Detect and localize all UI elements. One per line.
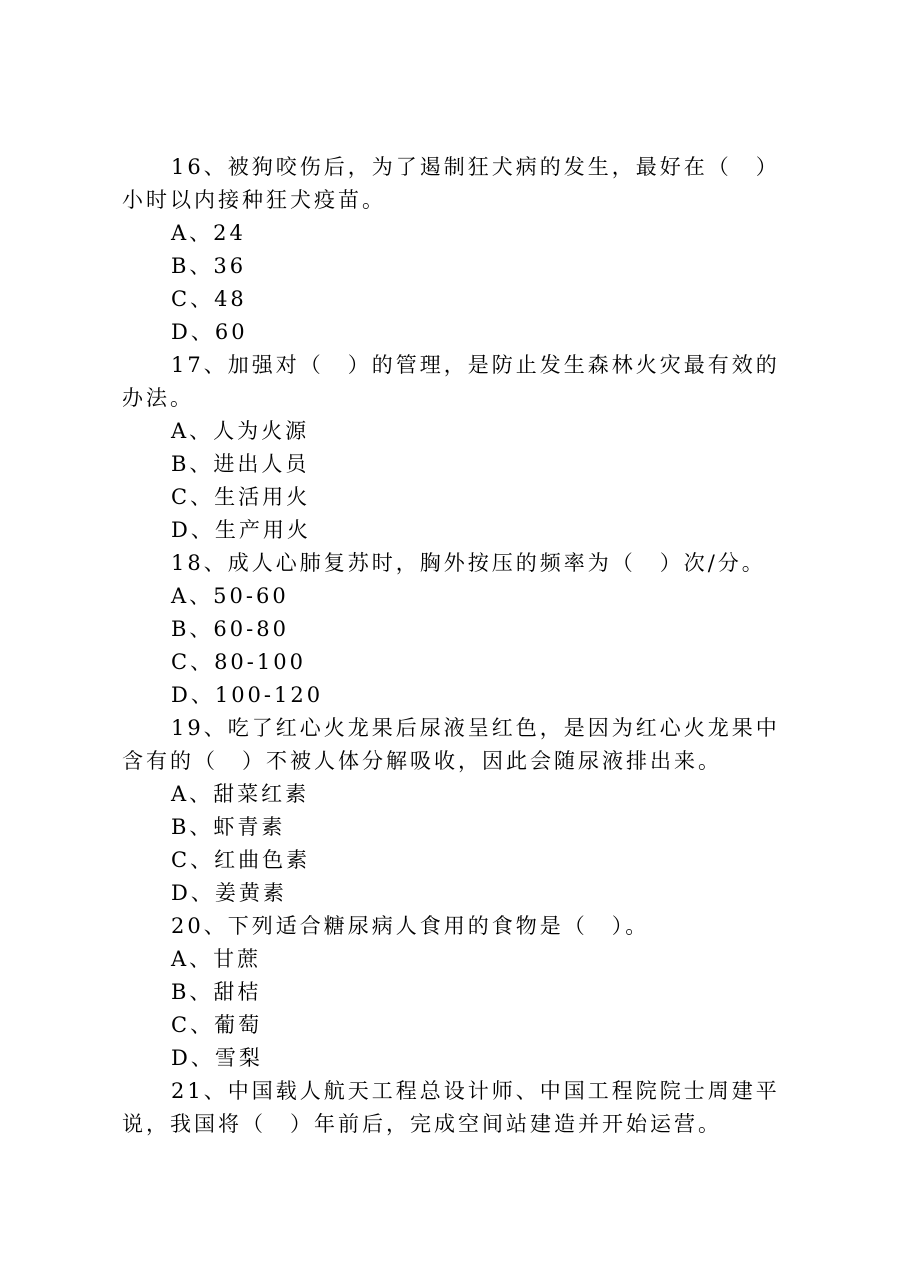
- option-c: C、48: [171, 287, 247, 311]
- question-16: [122, 151, 798, 349]
- option-a: A、甘蔗: [171, 947, 262, 971]
- question-text: 18、成人心肺复苏时，胸外按压的频率为（ ）次/分。: [171, 551, 766, 575]
- option-b: B、60-80: [171, 617, 289, 641]
- option-c: C、生活用火: [171, 485, 311, 509]
- question-17: [122, 349, 798, 547]
- option-b: B、36: [171, 254, 247, 278]
- option-a: A、24: [171, 221, 246, 245]
- question-text: 19、吃了红心火龙果后尿液呈红色，是因为红心火龙果中: [171, 716, 780, 740]
- option-c: C、80-100: [171, 650, 306, 674]
- question-text-continued: 说，我国将（ ）年前后，完成空间站建造并开始运营。: [122, 1112, 722, 1136]
- option-d: D、姜黄素: [171, 881, 287, 905]
- question-list: [122, 151, 798, 1141]
- option-c: C、红曲色素: [171, 848, 311, 872]
- option-b: B、甜桔: [171, 980, 262, 1004]
- question-18: [122, 547, 798, 712]
- option-a: A、人为火源: [171, 419, 310, 443]
- question-20: [122, 910, 798, 1075]
- question-text-continued: 办法。: [122, 386, 194, 410]
- question-21: [122, 1075, 798, 1141]
- question-text: 20、下列适合糖尿病人食用的食物是（ ）。: [171, 914, 650, 938]
- option-b: B、进出人员: [171, 452, 310, 476]
- question-19: [122, 712, 798, 910]
- question-text: 16、被狗咬伤后，为了遏制狂犬病的发生，最好在（ ）: [171, 155, 780, 179]
- question-text: 17、加强对（ ）的管理，是防止发生森林火灾最有效的: [171, 353, 780, 377]
- option-a: A、甜菜红素: [171, 782, 310, 806]
- option-d: D、100-120: [171, 683, 324, 707]
- option-a: A、50-60: [171, 584, 289, 608]
- question-text-continued: 小时以内接种狂犬疫苗。: [122, 188, 386, 212]
- option-d: D、生产用火: [171, 518, 311, 542]
- option-d: D、雪梨: [171, 1046, 263, 1070]
- option-d: D、60: [171, 320, 248, 344]
- option-b: B、虾青素: [171, 815, 286, 839]
- question-text: 21、中国载人航天工程总设计师、中国工程院院士周建平: [171, 1079, 780, 1103]
- option-c: C、葡萄: [171, 1013, 263, 1037]
- question-text-continued: 含有的（ ）不被人体分解吸收，因此会随尿液排出来。: [122, 749, 722, 773]
